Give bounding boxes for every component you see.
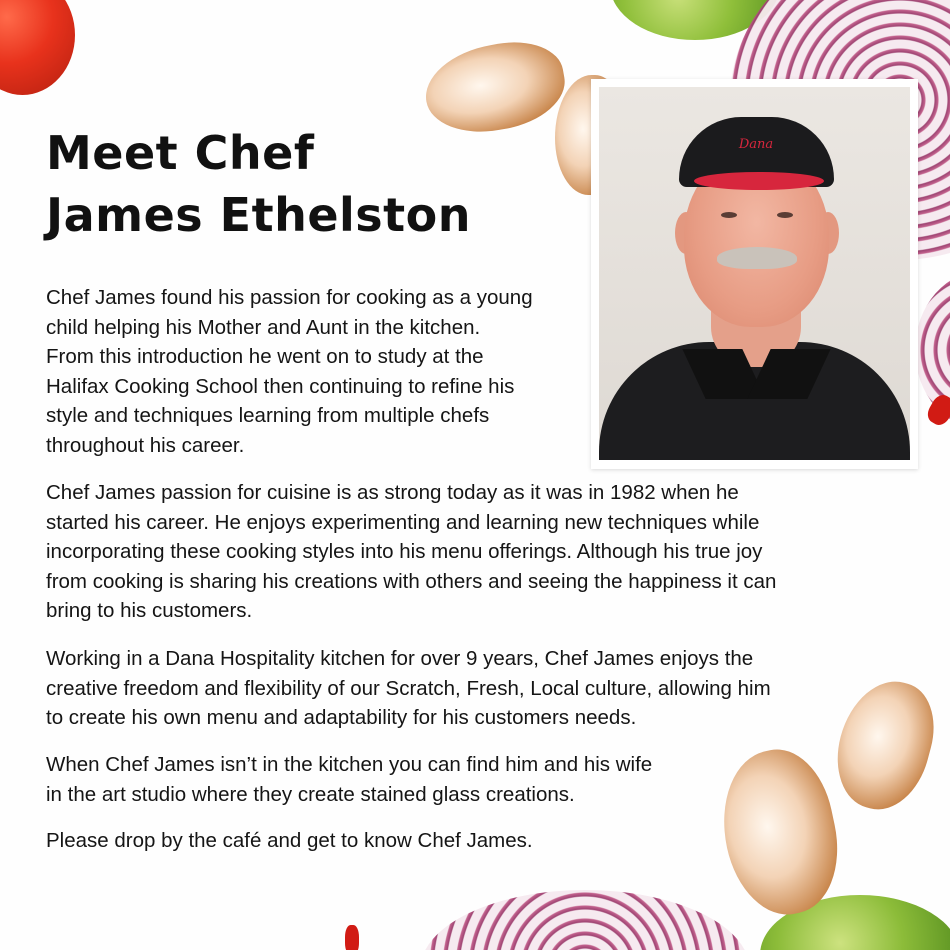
paragraph-line: style and techniques learning from multiple chefs	[46, 404, 490, 427]
chef-cap-brim	[694, 172, 824, 190]
tomato-decoration	[0, 0, 75, 95]
page-title	[46, 122, 566, 246]
chef-eye-left	[721, 212, 737, 218]
paragraph-line: bring to his customers.	[46, 599, 253, 622]
paragraph-line: Chef James found his passion for cooking as a young	[46, 286, 533, 309]
title-line-1: Meet Chef	[46, 126, 315, 180]
paragraph-line: in the art studio where they create stained glass creations.	[46, 782, 575, 806]
paragraph-line: Please drop by the café and get to know Chef James.	[46, 829, 533, 852]
hobby-paragraph	[46, 750, 896, 809]
passion-paragraph	[46, 478, 896, 626]
paragraph-line: started his career. He enjoys experimenting and learning new techniques while	[46, 510, 760, 534]
paragraph-line: From this introduction he went on to study at the	[46, 345, 484, 368]
paragraph-line: Halifax Cooking School then continuing to refine his	[46, 374, 515, 398]
red-onion-decoration-bottom	[420, 890, 750, 950]
paragraph-line: creative freedom and flexibility of our Scratch, Fresh, Local culture, allowing him	[46, 676, 771, 700]
chili-decoration	[345, 925, 359, 950]
intro-paragraph	[46, 283, 896, 460]
paragraph-line: child helping his Mother and Aunt in the kitchen.	[46, 315, 481, 339]
paragraph-line: throughout his career.	[46, 433, 245, 457]
paragraph-line: incorporating these cooking styles into his menu offerings. Although his true joy	[46, 540, 763, 563]
cap-logo: Dana	[738, 137, 774, 152]
paragraph-line: Working in a Dana Hospitality kitchen for over 9 years, Chef James enjoys the	[46, 647, 754, 670]
paragraph-line: Chef James passion for cuisine is as strong today as it was in 1982 when he	[46, 481, 739, 504]
chef-eye-right	[777, 212, 793, 218]
dana-hospitality-paragraph	[46, 644, 896, 733]
paragraph-line: to create his own menu and adaptability for his customers needs.	[46, 706, 637, 729]
paragraph-line: When Chef James isn’t in the kitchen you can find him and his wife	[46, 753, 653, 776]
chef-mustache	[717, 247, 797, 269]
paragraph-line: from cooking is sharing his creations with others and seeing the happiness it can	[46, 569, 777, 593]
closing-paragraph	[46, 826, 896, 856]
title-line-2: James Ethelston	[46, 188, 472, 242]
